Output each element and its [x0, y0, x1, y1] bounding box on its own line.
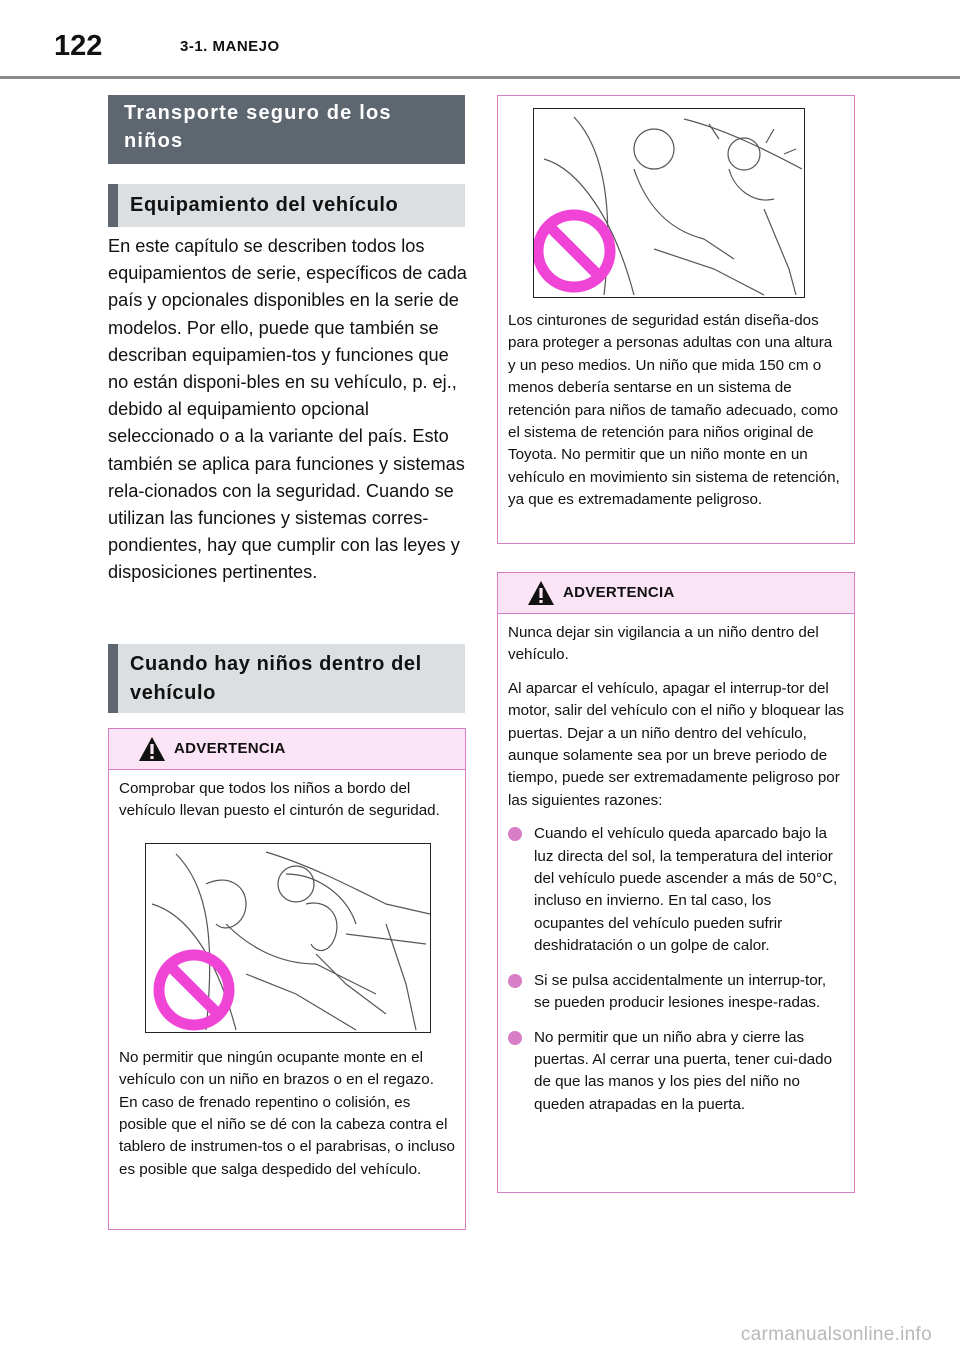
bullet-text: Si se pulsa accidentalmente un interrup-tor, se pueden producir lesiones inespe-radas.: [534, 971, 827, 1012]
subheading-children: Cuando hay niños dentro del vehículo: [108, 644, 465, 713]
warning-header: [109, 729, 465, 770]
warning-triangle-icon: [137, 735, 167, 763]
bullet-item: [508, 1027, 844, 1117]
warning-intro: Comprobar que todos los niños a bordo del vehículo llevan puesto el cinturón de seguridad.: [119, 780, 440, 820]
child-impact-illustration: [533, 108, 805, 298]
warning-label: ADVERTENCIA: [174, 740, 286, 757]
warning-caption: No permitir que ningún ocupante monte en el vehículo con un niño en brazos o en el regazo. En caso de frenado repentino o colisión, es posible que el niño se dé con la cabeza contra el tablero de instrumen-tos o el parabrisas, o incluso es posible que salga despedido del vehículo.: [119, 1048, 455, 1178]
header-rule: [0, 76, 960, 79]
bullet-dot-icon: [508, 974, 522, 988]
bullet-dot-icon: [508, 1031, 522, 1045]
bullet-item: [508, 970, 844, 1015]
warning-box-seatbelt: [108, 728, 466, 1230]
child-on-lap-illustration: [145, 843, 431, 1033]
page-number: 122: [54, 30, 103, 62]
bullet-text: Cuando el vehículo queda aparcado bajo la luz directa del sol, la temperatura del interior del vehículo puede ascender a más de 50°C, incluso en invierno. En tal caso, los ocupantes del vehículo pueden sufrir deshidratación o un golpe de calor.: [534, 825, 838, 955]
warning-content: [109, 770, 465, 1181]
warning-header: [498, 573, 854, 614]
warning-para-1: Nunca dejar sin vigilancia a un niño dentro del vehículo.: [508, 624, 819, 664]
subheading-equipment: Equipamiento del vehículo: [108, 184, 465, 227]
illustration-caption: Los cinturones de seguridad están diseña-dos para proteger a personas adultas con una altura y un peso medios. Un niño que mida 150 cm o menos debería sentarse en un sistema de retención para niños de tamaño adecuado, como el sistema de retención para niños original de Toyota. No permitir que un niño monte en un vehículo en movimiento sin sistema de retención, ya que es extremadamente peligroso.: [508, 312, 840, 509]
warning-para-2: Al aparcar el vehículo, apagar el interrup-tor del motor, salir del vehículo con el niño y bloquear las puertas. Dejar a un niño dentro del vehículo, aunque solamente sea por un breve periodo de tiempo, puede ser extremadamente peligroso por las siguientes razones:: [508, 679, 845, 809]
warning-triangle-icon: [526, 579, 556, 607]
section-title: 3-1. MANEJO: [180, 38, 280, 55]
main-title: Transporte seguro de los niños: [108, 95, 465, 164]
bullet-item: [508, 823, 844, 957]
warning-label: ADVERTENCIA: [563, 584, 675, 601]
warning-box-unattended: [497, 572, 855, 1193]
warning-content: [498, 614, 854, 1116]
body-paragraph: En este capítulo se describen todos los equipamientos de serie, específicos de cada país y opcionales disponibles en la serie de modelos. Por ello, puede que también se describan equipamien-tos y funciones que no están disponi-bles en su vehículo, p. ej., debido al equipamiento opcional seleccionado o a la variante del país. Esto también se aplica para funciones y sistemas rela-cionados con la seguridad. Cuando se utilizan las funciones y sistemas corres-pondientes, hay que cumplir con las leyes y disposiciones pertinentes.: [108, 236, 467, 583]
bullet-dot-icon: [508, 827, 522, 841]
illustration-wrap: [145, 843, 455, 1033]
illustration-caption-wrap: [498, 298, 854, 512]
illustration-box-seatbelt: [497, 95, 855, 544]
watermark: carmanualsonline.info: [740, 1324, 932, 1345]
illustration-wrap: [533, 108, 854, 298]
bullet-text: No permitir que un niño abra y cierre las puertas. Al cerrar una puerta, tener cui-dado de que las manos y los pies del niño no queden atrapadas en la puerta.: [534, 1028, 833, 1113]
